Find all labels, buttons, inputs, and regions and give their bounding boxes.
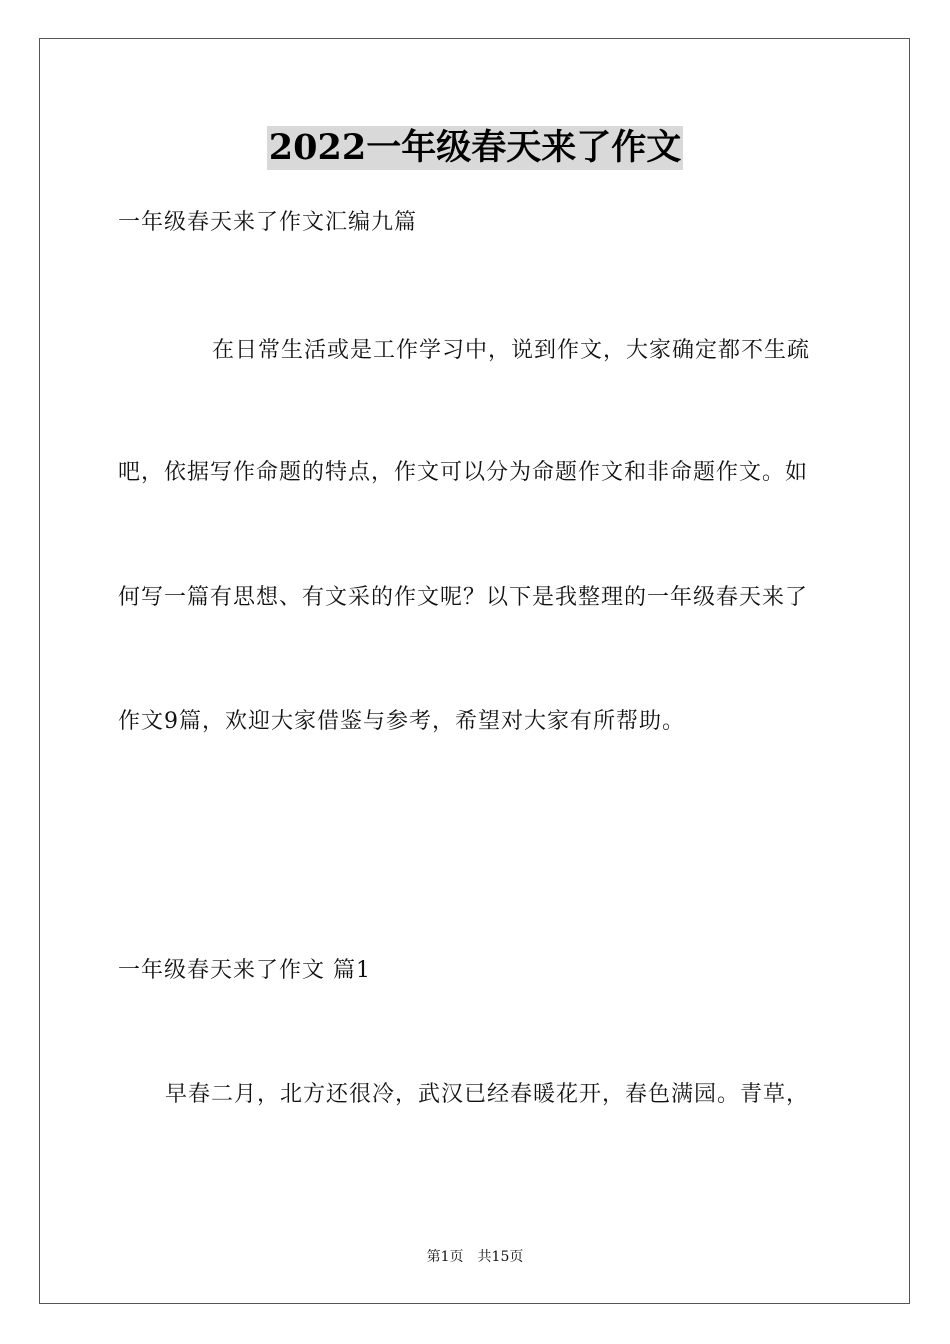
intro-paragraph-line: 何写一篇有思想、有文采的作文呢？以下是我整理的一年级春天来了 <box>118 585 809 610</box>
intro-paragraph-line: 吧，依据写作命题的特点，作文可以分为命题作文和非命题作文。如 <box>118 460 809 485</box>
document-subtitle: 一年级春天来了作文汇编九篇 <box>118 210 418 235</box>
intro-paragraph-line: 作文9篇，欢迎大家借鉴与参考，希望对大家有所帮助。 <box>118 709 685 734</box>
title-container <box>0 126 950 170</box>
page-footer <box>0 1247 950 1267</box>
section-heading: 一年级春天来了作文 篇1 <box>118 958 371 983</box>
page-total: 共15页 <box>477 1249 524 1265</box>
section-paragraph-line: 早春二月，北方还很冷，武汉已经春暖花开，春色满园。青草， <box>165 1082 810 1107</box>
page-number: 第1页 <box>426 1249 464 1265</box>
document-title: 2022一年级春天来了作文 <box>268 127 682 168</box>
intro-paragraph-line: 在日常生活或是工作学习中，说到作文，大家确定都不生疏 <box>212 338 811 363</box>
